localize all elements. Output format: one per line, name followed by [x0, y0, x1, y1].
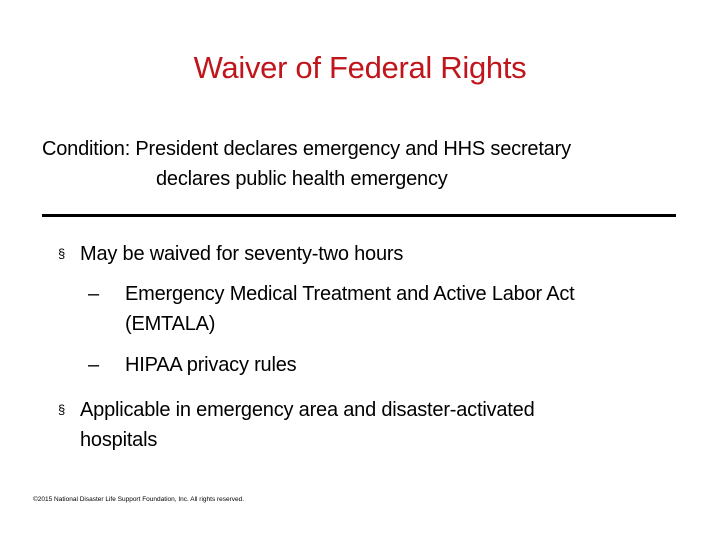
condition-line-2: declares public health emergency	[156, 168, 448, 190]
sub-bullet-text	[125, 279, 665, 339]
sub-bullet-text: HIPAA privacy rules	[125, 354, 297, 376]
square-bullet-icon: §	[58, 402, 66, 417]
bullet-text-line-2: hospitals	[80, 429, 158, 451]
horizontal-divider	[42, 214, 676, 217]
bullet-text: May be waived for seventy-two hours	[80, 243, 404, 265]
sub-bullet-text-line-2: (EMTALA)	[125, 313, 216, 335]
square-bullet-icon: §	[58, 246, 66, 261]
slide-title: Waiver of Federal Rights	[193, 50, 527, 85]
sub-bullet-text-line-1: Emergency Medical Treatment and Active Labor Act	[125, 283, 575, 305]
copyright-footer: ©2015 National Disaster Life Support Foundation, Inc. All rights reserved.	[33, 496, 245, 503]
condition-statement	[42, 134, 682, 194]
bullet-text-line-1: Applicable in emergency area and disaster-activated	[80, 399, 535, 421]
dash-bullet-icon: –	[88, 283, 99, 305]
condition-line-1: Condition: President declares emergency and HHS secretary	[42, 138, 571, 160]
dash-bullet-icon: –	[88, 354, 99, 376]
bullet-text	[80, 395, 660, 455]
